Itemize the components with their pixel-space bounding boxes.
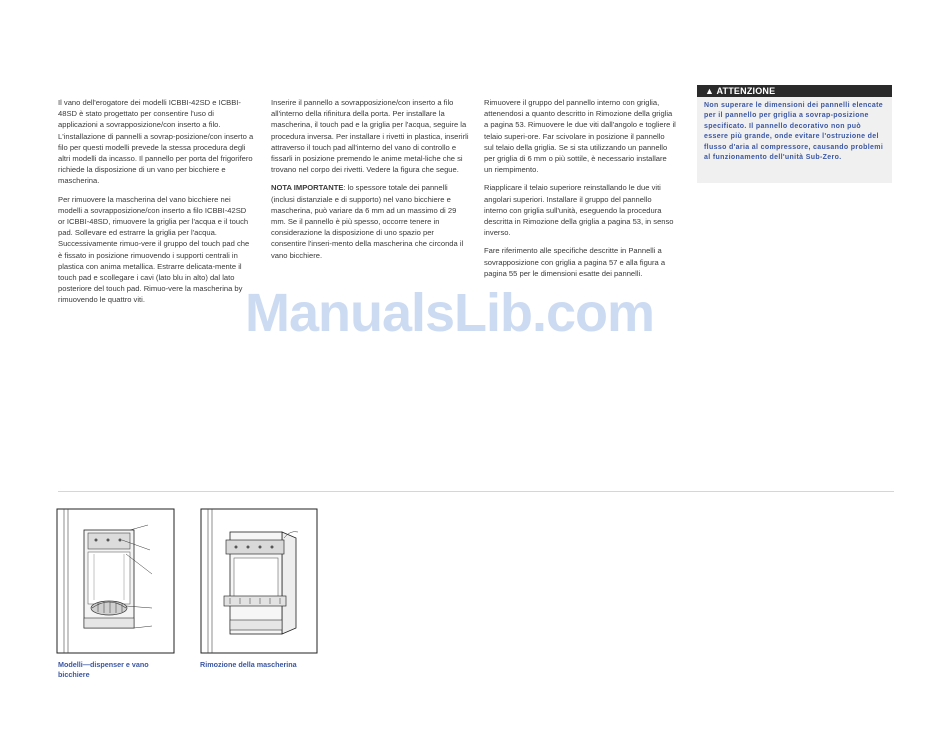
mask-removal-figure <box>200 508 320 655</box>
figure-caption-1: Modelli—dispenser e vano bicchiere <box>58 660 149 679</box>
warning-header <box>697 85 892 97</box>
watermark: ManualsLib.com <box>245 283 655 343</box>
paragraph: Per rimuovere la mascherina del vano bicchiere nei modelli a sovrapposizione/con inserto a filo ICBBI-42SD or ICBBI-48SD, rimuovere la griglia per l'acqua e il touch pad. Sollevare ed estrarre la griglia per l'acqua. Successivamente rimuo-vere il gruppo del touch pad che è fissato in posizione rimuovendo i supporti centrali in plastica con anima metallica. Estrarre delicata-mente il touch pad e scollegare i cavi (lato blu in alto) dal lato posteriore del touch pad. Rimuo-vere la mascherina by rimuovendo le quattro viti. <box>58 194 250 305</box>
section-divider <box>58 491 894 492</box>
warning-text: Non superare le dimensioni dei pannelli elencate per il pannello per griglia a sovrap-posizione specificato. Il pannello decorativo non può essere più grande, onde evitare l'ostruzione del flusso d'aria al compressore, causando problemi al funzionamento dell'unità Sub-Zero. <box>704 102 884 162</box>
paragraph: Inserire il pannello a sovrapposizione/con inserto a filo all'interno della rifinitura della porta. Per installare la mascherina, il touch pad e la griglia per l'acqua, seguire la procedura inversa. Per installare i rivetti in plastica, inserirli attraverso il touch pad all'interno del vano di controllo e fissarli in posizione premendo le anime metal-liche che si trovano nel corpo dei rivetti. Vedere la figura che segue. <box>271 98 469 175</box>
paragraph: Il vano dell'erogatore dei modelli ICBBI-42SD e ICBBI-48SD è stato progettato per consentire l'uso di applicazioni a sovrapposizione/con inserto a filo. L'installazione di pannelli a sovrap-posizione/con inserto a filo per questi modelli prevede la stessa procedura degli altri modelli da incasso. Il pannello per porta del frigorifero richiede la disposizione di un vano per bicchiere e mascherina. <box>58 98 254 186</box>
warning-icon: ▲ <box>705 86 715 96</box>
text-column-2 <box>271 97 469 268</box>
warning-title: ATTENZIONE <box>716 86 776 96</box>
paragraph: Fare riferimento alle specifiche descritte in Pannelli a sovrapposizione con griglia a pagina 57 e alla figura a pagina 55 per le dimensioni esatte dei pannelli. <box>484 246 666 278</box>
figure-caption-2: Rimozione della mascherina <box>200 660 297 669</box>
dispenser-figure <box>56 508 176 655</box>
note-label: NOTA IMPORTANTE <box>271 183 344 193</box>
note-paragraph <box>271 182 469 260</box>
paragraph: Riapplicare il telaio superiore reinstallando le due viti angolari superiori. Installare il gruppo del pannello interno con griglia sull'unità, eseguendo la procedura descritta in Rimozione della griglia a pagina 53, in senso inverso. <box>484 183 674 238</box>
text-column-3 <box>484 97 676 286</box>
warning-box <box>697 85 892 183</box>
text-column-1 <box>58 97 254 313</box>
note-text: : lo spessore totale dei pannelli (inclusi distanziale e di supporto) nel vano bicchiere e mascherina, può variare da 6 mm ad un massimo di 29 mm. Se il pannello è più spesso, occorre tenere in considerazione la disposizione di uno spazio per consentire l'inseri-mento della mascherina che circonda il vano bicchiere. <box>271 183 464 260</box>
paragraph: Rimuovere il gruppo del pannello interno con griglia, attenendosi a quanto descritto in Rimozione della griglia a pagina 53. Rimuovere le due viti dall'angolo e togliere il telaio superi-ore. Far scivolare in posizione il pannello sul telaio della griglia. Se si sta utilizzando un pannello per griglia di 6 mm o più sottile, è necessario installare un riempimento. <box>484 98 676 175</box>
